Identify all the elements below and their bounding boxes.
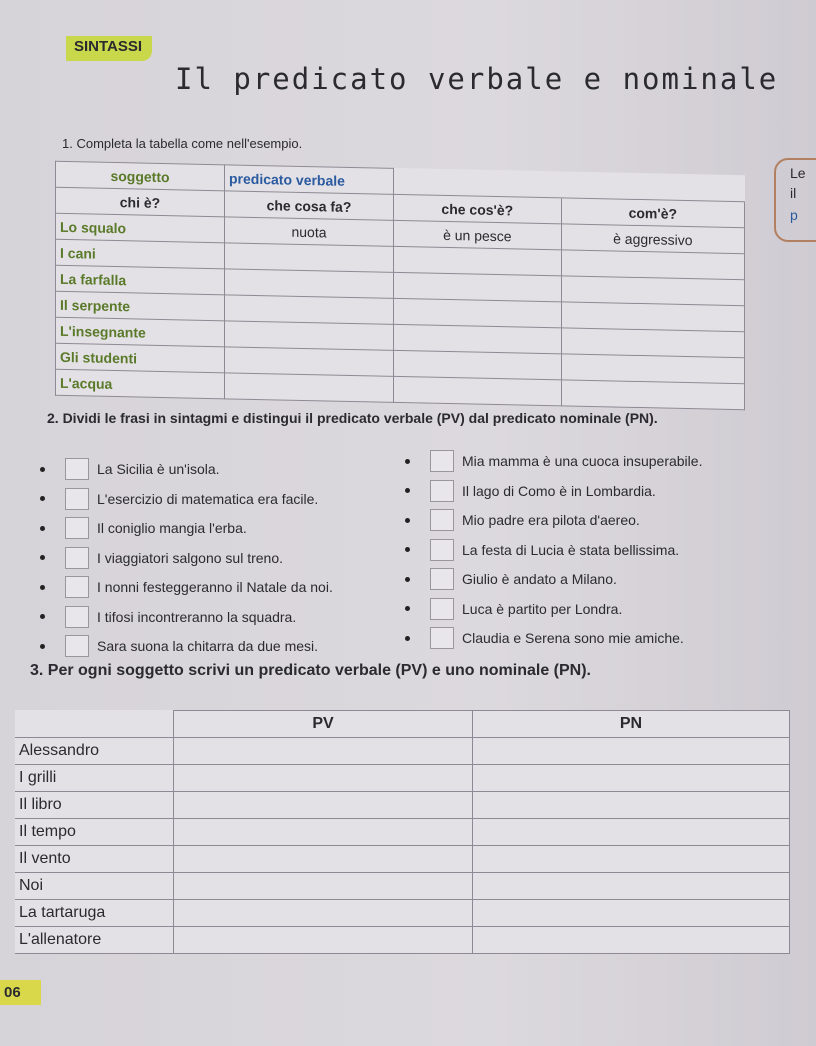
subject-cell: Lo squalo bbox=[56, 213, 225, 243]
sentence-text: Il coniglio mangia l'erba. bbox=[97, 520, 247, 536]
bullet-icon bbox=[405, 488, 410, 493]
side-text: il bbox=[790, 185, 797, 201]
pn-input-cell[interactable] bbox=[473, 900, 790, 927]
side-text: Le bbox=[790, 165, 806, 181]
subject-cell: Alessandro bbox=[15, 738, 174, 765]
bullet-icon bbox=[405, 459, 410, 464]
answer-checkbox[interactable] bbox=[65, 547, 89, 569]
answer-cell[interactable] bbox=[561, 302, 744, 332]
header-che-cose: che cos'è? bbox=[394, 194, 562, 224]
table-row bbox=[15, 792, 790, 819]
sentence-item bbox=[405, 598, 622, 620]
subject-cell: Gli studenti bbox=[56, 343, 225, 373]
pv-input-cell[interactable] bbox=[174, 819, 473, 846]
answer-cell[interactable] bbox=[394, 350, 562, 380]
answer-cell[interactable]: è aggressivo bbox=[561, 224, 744, 254]
sentence-text: I nonni festeggeranno il Natale da noi. bbox=[97, 579, 333, 595]
bullet-icon bbox=[405, 518, 410, 523]
subject-cell: I cani bbox=[56, 239, 225, 269]
bullet-icon bbox=[40, 644, 45, 649]
answer-checkbox[interactable] bbox=[65, 458, 89, 480]
header-pn: PN bbox=[473, 711, 790, 738]
pn-input-cell[interactable] bbox=[473, 738, 790, 765]
sentence-text: Claudia e Serena sono mie amiche. bbox=[462, 630, 684, 646]
bullet-icon bbox=[40, 585, 45, 590]
sentence-text: L'esercizio di matematica era facile. bbox=[97, 490, 319, 507]
answer-cell[interactable] bbox=[225, 243, 394, 273]
sentence-text: Giulio è andato a Milano. bbox=[462, 571, 617, 587]
answer-cell[interactable]: è un pesce bbox=[394, 220, 562, 250]
answer-checkbox[interactable] bbox=[430, 509, 454, 531]
sentence-text: Luca è partito per Londra. bbox=[462, 600, 623, 617]
bullet-icon bbox=[405, 606, 410, 611]
ex2-instruction bbox=[47, 410, 658, 426]
ex3-instruction bbox=[30, 662, 591, 680]
ex1-table bbox=[55, 161, 745, 410]
sentence-item bbox=[40, 517, 247, 539]
sentence-text: Sara suona la chitarra da due mesi. bbox=[97, 638, 319, 654]
table-row bbox=[15, 873, 790, 900]
subject-cell: La farfalla bbox=[56, 265, 225, 295]
bullet-icon bbox=[40, 614, 45, 619]
bullet-icon bbox=[40, 526, 45, 531]
header-come: com'è? bbox=[561, 198, 744, 228]
pv-input-cell[interactable] bbox=[174, 927, 473, 954]
subject-cell: La tartaruga bbox=[15, 900, 174, 927]
table-row bbox=[15, 846, 790, 873]
pv-input-cell[interactable] bbox=[174, 846, 473, 873]
answer-cell[interactable] bbox=[225, 269, 394, 299]
ex2-instruction-text: 2. Dividi le frasi in sintagmi e distingui il predicato verbale (PV) dal predicato nominale (PN). bbox=[47, 410, 658, 426]
header-chi: chi è? bbox=[56, 187, 225, 217]
answer-checkbox[interactable] bbox=[430, 627, 454, 649]
subject-cell: I grilli bbox=[15, 765, 174, 792]
answer-checkbox[interactable] bbox=[430, 598, 454, 620]
answer-checkbox[interactable] bbox=[430, 539, 454, 561]
section-tag: SINTASSI bbox=[66, 36, 152, 61]
page-title: Il predicato verbale e nominale bbox=[175, 62, 779, 96]
header-soggetto: soggetto bbox=[56, 161, 225, 191]
sentence-item bbox=[40, 547, 283, 569]
sentence-item bbox=[405, 568, 617, 590]
answer-cell[interactable] bbox=[561, 328, 744, 358]
answer-cell[interactable] bbox=[561, 354, 744, 384]
answer-checkbox[interactable] bbox=[430, 568, 454, 590]
answer-cell[interactable] bbox=[394, 272, 562, 302]
ex1-instruction: 1. Completa la tabella come nell'esempio. bbox=[62, 136, 303, 151]
subject-cell: Il serpente bbox=[56, 291, 225, 321]
sentence-item bbox=[405, 539, 679, 561]
table-row bbox=[15, 738, 790, 765]
sentence-text: Il lago di Como è in Lombardia. bbox=[462, 482, 656, 499]
sentence-item bbox=[40, 458, 220, 480]
sentence-text: I viaggiatori salgono sul treno. bbox=[97, 549, 283, 566]
pn-input-cell[interactable] bbox=[473, 765, 790, 792]
side-text: p bbox=[790, 207, 798, 223]
pn-input-cell[interactable] bbox=[473, 846, 790, 873]
table-row bbox=[15, 927, 790, 954]
answer-cell[interactable] bbox=[225, 321, 394, 351]
answer-checkbox[interactable] bbox=[65, 488, 89, 510]
pn-input-cell[interactable] bbox=[473, 819, 790, 846]
sentence-text: La festa di Lucia è stata bellissima. bbox=[462, 541, 680, 558]
sentence-item bbox=[40, 488, 318, 510]
pn-input-cell[interactable] bbox=[473, 792, 790, 819]
answer-cell[interactable] bbox=[394, 376, 562, 406]
answer-checkbox[interactable] bbox=[65, 606, 89, 628]
sentence-text: Mia mamma è una cuoca insuperabile. bbox=[462, 453, 703, 469]
bullet-icon bbox=[40, 467, 45, 472]
pv-input-cell[interactable] bbox=[174, 900, 473, 927]
bullet-icon bbox=[40, 555, 45, 560]
table-row bbox=[15, 819, 790, 846]
sentence-item bbox=[405, 509, 640, 531]
header-pv: PV bbox=[174, 711, 473, 738]
sentence-item bbox=[40, 606, 296, 628]
header-che-cosa-fa: che cosa fa? bbox=[225, 191, 394, 221]
ex3-table bbox=[15, 710, 790, 954]
header-predicato-verbale: predicato verbale bbox=[225, 165, 394, 195]
answer-cell[interactable] bbox=[394, 324, 562, 354]
answer-checkbox[interactable] bbox=[65, 576, 89, 598]
answer-checkbox[interactable] bbox=[65, 635, 89, 657]
sentence-text: La Sicilia è un'isola. bbox=[97, 461, 220, 477]
answer-cell[interactable] bbox=[225, 347, 394, 377]
answer-cell[interactable] bbox=[561, 276, 744, 306]
table-row bbox=[15, 765, 790, 792]
subject-cell: L'insegnante bbox=[56, 317, 225, 347]
sentence-item bbox=[405, 480, 656, 502]
answer-cell[interactable] bbox=[394, 298, 562, 328]
subject-cell: Il libro bbox=[15, 792, 174, 819]
table-row bbox=[15, 900, 790, 927]
pv-input-cell[interactable] bbox=[174, 792, 473, 819]
subject-cell: L'allenatore bbox=[15, 927, 174, 954]
pn-input-cell[interactable] bbox=[473, 927, 790, 954]
subject-cell: Il vento bbox=[15, 846, 174, 873]
bullet-icon bbox=[405, 577, 410, 582]
pv-input-cell[interactable] bbox=[174, 738, 473, 765]
bullet-icon bbox=[405, 636, 410, 641]
sentence-item bbox=[405, 627, 684, 649]
answer-cell[interactable] bbox=[561, 380, 744, 410]
sentence-item bbox=[40, 635, 318, 657]
bullet-icon bbox=[405, 547, 410, 552]
answer-cell[interactable] bbox=[225, 373, 394, 403]
answer-cell[interactable]: nuota bbox=[225, 217, 394, 247]
sentence-item bbox=[40, 576, 333, 598]
pv-input-cell[interactable] bbox=[174, 765, 473, 792]
bullet-icon bbox=[40, 496, 45, 501]
page-number: 06 bbox=[0, 980, 41, 1005]
sentence-text: I tifosi incontreranno la squadra. bbox=[97, 608, 297, 625]
answer-cell[interactable] bbox=[561, 250, 744, 280]
pn-input-cell[interactable] bbox=[473, 873, 790, 900]
answer-cell[interactable] bbox=[394, 246, 562, 276]
subject-cell: L'acqua bbox=[56, 369, 225, 399]
ex3-instruction-text: 3. Per ogni soggetto scrivi un predicato verbale (PV) e uno nominale (PN). bbox=[30, 662, 591, 679]
pv-input-cell[interactable] bbox=[174, 873, 473, 900]
answer-cell[interactable] bbox=[225, 295, 394, 325]
subject-cell: Il tempo bbox=[15, 819, 174, 846]
answer-checkbox[interactable] bbox=[430, 450, 454, 472]
sentence-text: Mio padre era pilota d'aereo. bbox=[462, 512, 640, 528]
subject-cell: Noi bbox=[15, 873, 174, 900]
answer-checkbox[interactable] bbox=[65, 517, 89, 539]
sentence-item bbox=[405, 450, 702, 472]
answer-checkbox[interactable] bbox=[430, 480, 454, 502]
